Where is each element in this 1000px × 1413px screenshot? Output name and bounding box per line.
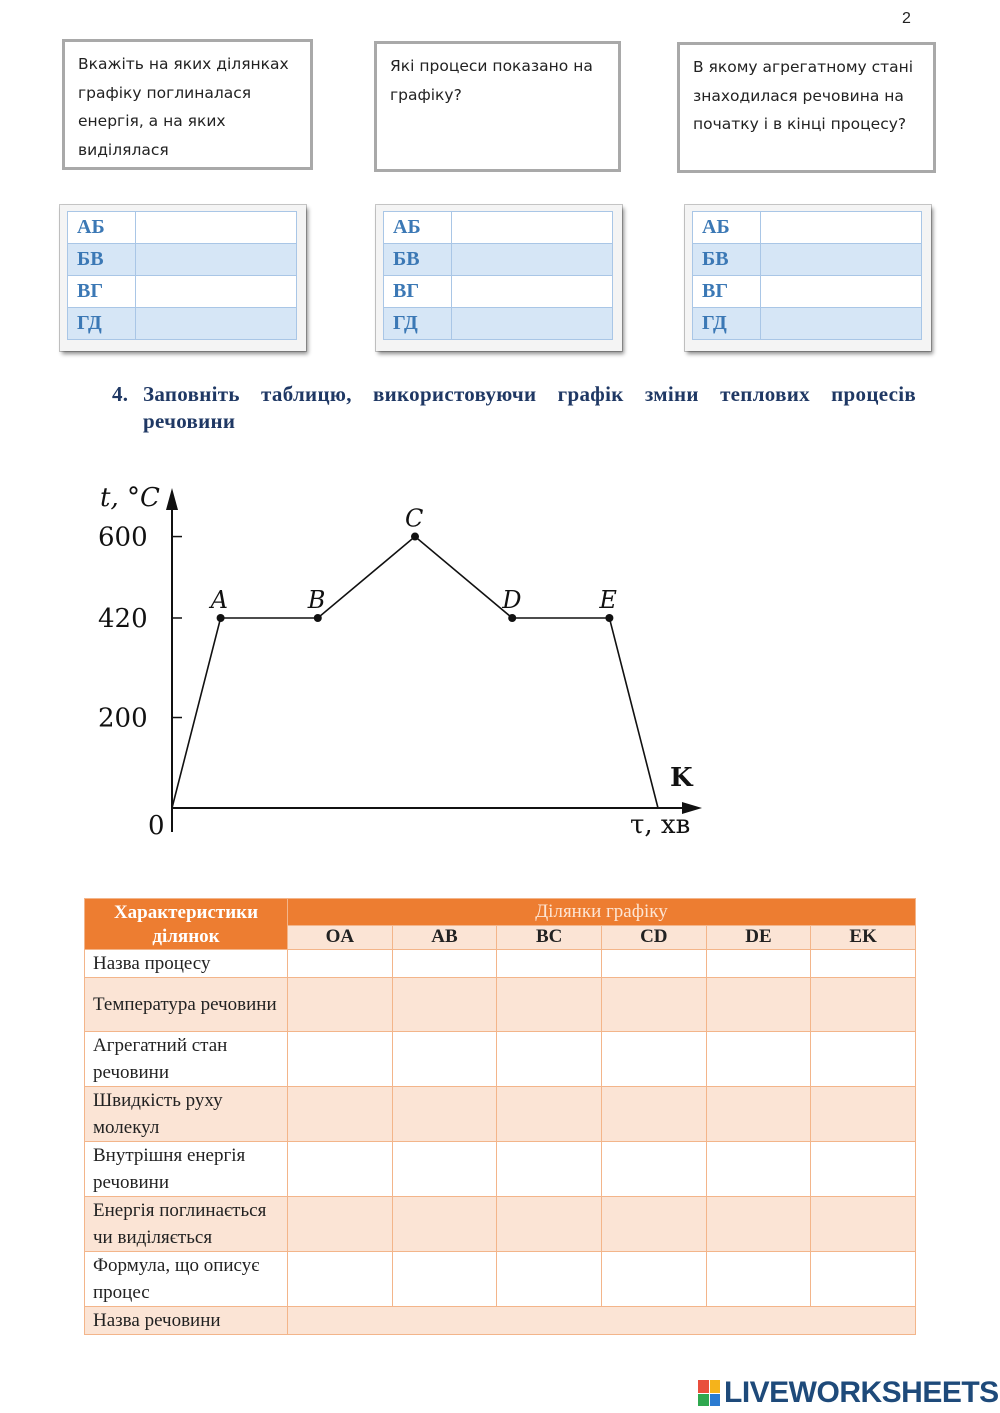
row-label: Енергія поглинається чи виділяється — [85, 1197, 288, 1252]
y-tick-label: 200 — [98, 703, 148, 734]
answer-label: ГД — [384, 308, 452, 340]
point-label-b: B — [307, 585, 326, 614]
answer-cell[interactable] — [497, 1197, 602, 1252]
y-tick-label: 600 — [98, 522, 148, 553]
origin-label: 0 — [148, 811, 165, 841]
answer-cell[interactable] — [706, 1032, 811, 1087]
answer-field[interactable] — [452, 276, 613, 308]
y-axis-arrow — [166, 488, 178, 510]
answer-cell[interactable] — [811, 978, 916, 1032]
answer-field[interactable] — [761, 212, 922, 244]
answer-cell[interactable] — [811, 1197, 916, 1252]
answer-cell[interactable] — [288, 1087, 393, 1142]
answer-cell[interactable] — [811, 1087, 916, 1142]
logo-text: LIVEWORKSHEETS — [724, 1376, 999, 1409]
heating-cooling-graph — [90, 470, 710, 850]
point-c — [411, 533, 419, 541]
column-header-de: DE — [706, 925, 811, 949]
row-label: Назва речовини — [85, 1307, 288, 1335]
characteristics-table — [84, 898, 916, 1335]
answer-cell[interactable] — [811, 1252, 916, 1307]
point-a — [217, 614, 225, 622]
answer-cell[interactable] — [497, 1087, 602, 1142]
answer-cell[interactable] — [288, 950, 393, 978]
answer-cell[interactable] — [392, 950, 497, 978]
answer-cell[interactable] — [497, 978, 602, 1032]
answer-cell[interactable] — [392, 1087, 497, 1142]
answer-label: ГД — [68, 308, 136, 340]
answer-cell[interactable] — [601, 1197, 706, 1252]
answer-table-3 — [685, 205, 931, 351]
liveworksheets-logo — [698, 1376, 999, 1410]
y-axis-label: t, °C — [100, 483, 160, 513]
answer-cell[interactable] — [811, 950, 916, 978]
answer-cell[interactable] — [706, 978, 811, 1032]
answer-cell[interactable] — [706, 1142, 811, 1197]
point-label-c: C — [405, 504, 424, 533]
answer-label: ВГ — [693, 276, 761, 308]
row-label: Агрегатний стан речовини — [85, 1032, 288, 1087]
answer-cell[interactable] — [497, 950, 602, 978]
answer-label: ГД — [693, 308, 761, 340]
row-label: Формула, що описує процес — [85, 1252, 288, 1307]
answer-label: АБ — [693, 212, 761, 244]
answer-cell[interactable] — [706, 1087, 811, 1142]
point-b — [314, 614, 322, 622]
answer-field[interactable] — [136, 276, 297, 308]
question-box-2 — [374, 41, 621, 172]
answer-field[interactable] — [761, 308, 922, 340]
answer-label: БВ — [68, 244, 136, 276]
table-row — [85, 1307, 916, 1335]
column-header-oa: OA — [288, 925, 393, 949]
answer-label: БВ — [693, 244, 761, 276]
answer-cell[interactable] — [811, 1142, 916, 1197]
answer-cell[interactable] — [706, 1252, 811, 1307]
graph-points — [217, 533, 614, 622]
answer-label: ВГ — [384, 276, 452, 308]
answer-cell[interactable] — [288, 1142, 393, 1197]
answer-cell[interactable] — [601, 1032, 706, 1087]
row-label: Швидкість руху молекул — [85, 1087, 288, 1142]
answer-label: ВГ — [68, 276, 136, 308]
page-number: 2 — [902, 10, 911, 27]
logo-mark-icon — [698, 1380, 720, 1406]
table-row — [85, 1032, 916, 1087]
task-text: Заповніть таблицю, використовуючи графік зміни теплових процесів речовини — [143, 382, 916, 433]
answer-cell[interactable] — [601, 950, 706, 978]
point-label-d: D — [502, 585, 522, 614]
answer-cell[interactable] — [706, 950, 811, 978]
answer-cell[interactable] — [288, 1197, 393, 1252]
task-number: 4. — [112, 382, 129, 406]
answer-table-1 — [60, 205, 306, 351]
table-header-characteristics: Характеристики ділянок — [85, 899, 288, 950]
question-box-3 — [677, 42, 936, 173]
answer-label: АБ — [384, 212, 452, 244]
table-row — [85, 1252, 916, 1307]
question-text-1: Вкажіть на яких ділянках графіку поглиналася енергія, а на яких виділялася — [78, 55, 289, 159]
row-label: Температура речовини — [85, 978, 288, 1032]
answer-cell[interactable] — [706, 1197, 811, 1252]
question-text-2: Які процеси показано на графіку? — [390, 57, 593, 104]
answer-cell[interactable] — [392, 978, 497, 1032]
point-label-e: E — [599, 585, 617, 614]
row-label: Внутрішня енергія речовини — [85, 1142, 288, 1197]
answer-field[interactable] — [452, 308, 613, 340]
answer-field[interactable] — [136, 308, 297, 340]
y-tick-label: 420 — [98, 603, 148, 634]
answer-cell[interactable] — [601, 1087, 706, 1142]
point-e — [605, 614, 613, 622]
answer-cell[interactable] — [392, 1142, 497, 1197]
answer-label: БВ — [384, 244, 452, 276]
column-header-ek: EK — [811, 925, 916, 949]
answer-field[interactable] — [761, 244, 922, 276]
table-row — [85, 978, 916, 1032]
answer-field[interactable] — [452, 212, 613, 244]
answer-field[interactable] — [761, 276, 922, 308]
answer-cell[interactable] — [811, 1032, 916, 1087]
answer-field[interactable] — [136, 244, 297, 276]
answer-cell[interactable] — [392, 1032, 497, 1087]
table-row — [85, 1087, 916, 1142]
table-row — [85, 1142, 916, 1197]
answer-table-2 — [376, 205, 622, 351]
question-text-3: В якому агрегатному стані знаходилася речовина на початку і в кінці процесу? — [693, 58, 914, 133]
answer-cell[interactable] — [288, 1032, 393, 1087]
x-axis-label: τ, хв — [630, 810, 691, 840]
table-header-sections: Ділянки графіку — [288, 899, 916, 926]
answer-cell[interactable] — [392, 1252, 497, 1307]
answer-cell[interactable] — [288, 1252, 393, 1307]
point-label-k: K — [670, 763, 693, 793]
graph-series — [172, 537, 658, 808]
answer-cell[interactable] — [601, 1252, 706, 1307]
answer-cell[interactable] — [497, 1032, 602, 1087]
table-row — [85, 1197, 916, 1252]
answer-cell[interactable] — [601, 1142, 706, 1197]
substance-name-field[interactable] — [288, 1307, 916, 1335]
question-box-1 — [62, 39, 313, 170]
graph-labels — [100, 483, 694, 841]
graph-axes — [166, 488, 702, 832]
graph-ticks — [98, 523, 182, 734]
point-label-a: A — [210, 585, 228, 614]
answer-cell[interactable] — [497, 1252, 602, 1307]
column-header-cd: CD — [601, 925, 706, 949]
table-row — [85, 950, 916, 978]
row-label: Назва процесу — [85, 950, 288, 978]
answer-cell[interactable] — [288, 978, 393, 1032]
point-d — [508, 614, 516, 622]
column-header-bc: BC — [497, 925, 602, 949]
answer-cell[interactable] — [392, 1197, 497, 1252]
column-header-ab: AB — [392, 925, 497, 949]
answer-cell[interactable] — [497, 1142, 602, 1197]
answer-label: АБ — [68, 212, 136, 244]
task-heading — [112, 381, 916, 435]
series-line — [172, 537, 658, 808]
answer-field[interactable] — [452, 244, 613, 276]
answer-cell[interactable] — [601, 978, 706, 1032]
answer-field[interactable] — [136, 212, 297, 244]
